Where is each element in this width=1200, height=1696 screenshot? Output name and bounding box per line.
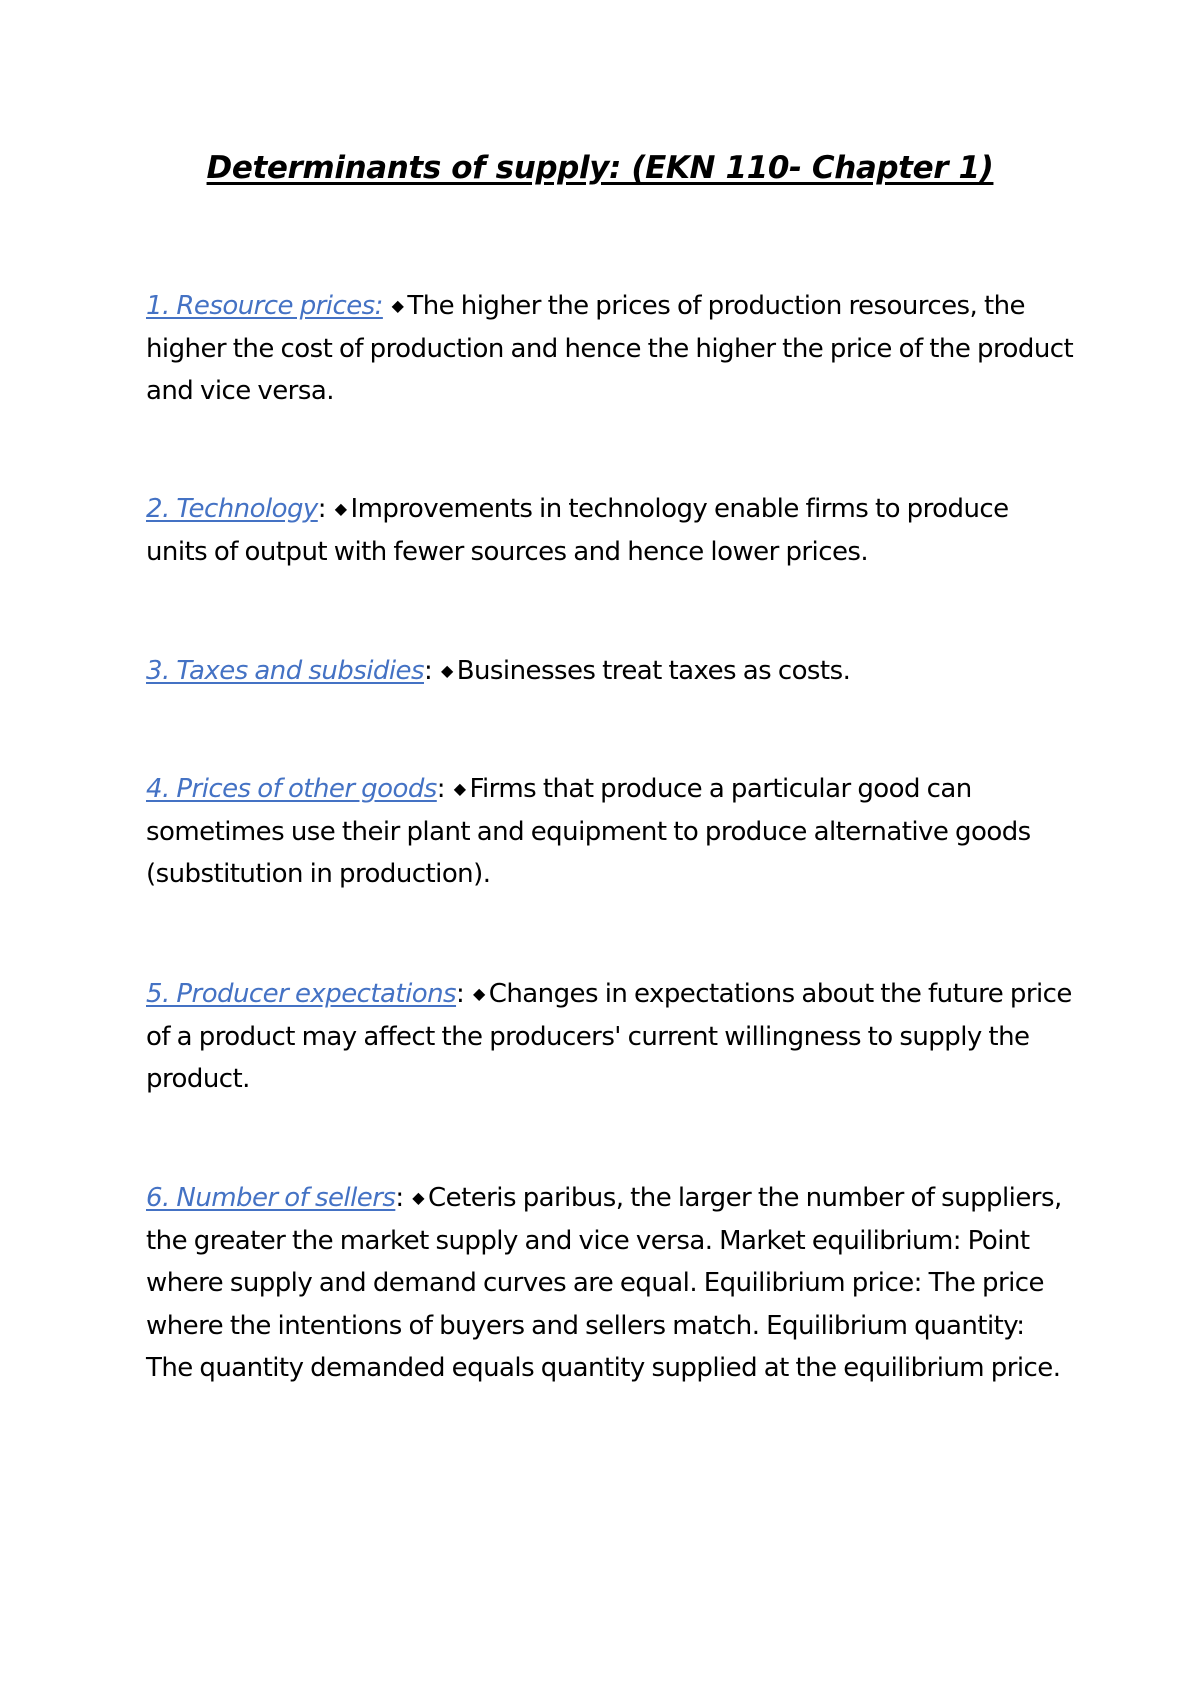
section-text-producer-expectations: Changes in expectations about the future price of a product may affect the producers' current willingness to supply the product. xyxy=(146,979,1072,1094)
section-separator: : xyxy=(424,656,439,686)
section-producer-expectations xyxy=(146,973,1076,1101)
section-heading-producer-expectations[interactable]: 5. Producer expectations xyxy=(146,979,457,1009)
section-heading-number-of-sellers[interactable]: 6. Number of sellers xyxy=(146,1183,396,1213)
diamond-bullet-icon: ◆ xyxy=(472,984,485,1003)
section-separator: : xyxy=(456,979,471,1009)
diamond-bullet-icon: ◆ xyxy=(440,661,453,680)
section-text-technology: Improvements in technology enable firms to produce units of output with fewer sources and hence lower prices. xyxy=(146,494,1009,567)
section-separator: : xyxy=(436,774,452,804)
section-number-of-sellers xyxy=(146,1177,1076,1390)
section-technology xyxy=(146,488,1076,573)
section-separator: : xyxy=(317,494,333,524)
section-text-number-of-sellers: Ceteris paribus, the larger the number of suppliers, the greater the market supply and vice versa. Market equilibrium: Point where supply and demand curves are equal. Equilibrium price: The price where the intentions of buyers and sellers match. Equilibrium quantity: The quantity demanded equals quantity supplied at the equilibrium price. xyxy=(146,1183,1062,1383)
section-resource-prices xyxy=(146,285,1076,413)
document-title: Determinants of supply: (EKN 110- Chapter 1) xyxy=(206,150,994,186)
diamond-bullet-icon: ◆ xyxy=(391,296,404,315)
section-heading-technology[interactable]: 2. Technology xyxy=(146,494,318,524)
diamond-bullet-icon: ◆ xyxy=(412,1188,425,1207)
section-text-taxes-and-subsidies: Businesses treat taxes as costs. xyxy=(456,656,851,686)
diamond-bullet-icon: ◆ xyxy=(453,779,466,798)
section-separator: : xyxy=(395,1183,411,1213)
section-taxes-and-subsidies xyxy=(146,650,1076,693)
section-text-prices-of-other-goods: Firms that produce a particular good can sometimes use their plant and equipment to produce alternative goods (substitution in production). xyxy=(146,774,1031,889)
section-heading-taxes-and-subsidies[interactable]: 3. Taxes and subsidies xyxy=(146,656,424,686)
section-heading-prices-of-other-goods[interactable]: 4. Prices of other goods xyxy=(146,774,437,804)
section-prices-of-other-goods xyxy=(146,768,1076,896)
section-separator xyxy=(383,291,390,321)
section-text-resource-prices: The higher the prices of production resources, the higher the cost of production and hence the higher the price of the product and vice versa. xyxy=(146,291,1074,406)
diamond-bullet-icon: ◆ xyxy=(334,499,347,518)
section-heading-resource-prices[interactable]: 1. Resource prices: xyxy=(146,291,383,321)
